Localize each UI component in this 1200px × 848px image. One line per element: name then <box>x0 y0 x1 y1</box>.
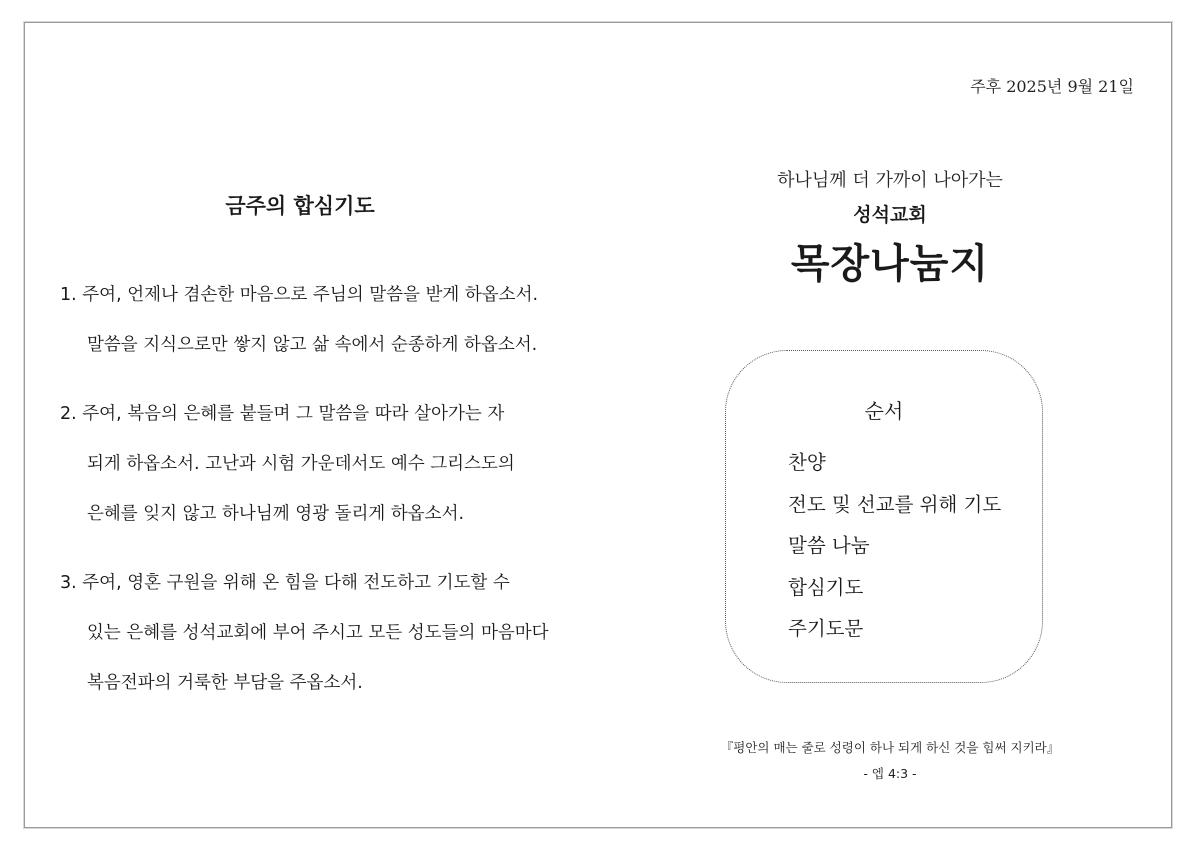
service-date: 주후 2025년 9월 21일 <box>970 77 1134 96</box>
order-item-word-sharing: 말씀 나눔 <box>788 534 870 557</box>
prayer-line: 되게 하옵소서. 고난과 시험 가운데서도 예수 그리스도의 <box>87 454 515 474</box>
prayer-item-3 <box>60 558 580 708</box>
prayer-list <box>60 270 580 708</box>
scripture-reference: - 엡 4:3 - <box>863 766 917 781</box>
tagline: 하나님께 더 가까이 나아가는 <box>777 170 1003 191</box>
prayer-line: 복음전파의 거룩한 부담을 주옵소서. <box>87 673 363 693</box>
scripture-verse: 『평안의 매는 줄로 성령이 하나 되게 하신 것을 힘써 지키라』 <box>720 740 1060 755</box>
prayer-title: 금주의 합심기도 <box>225 194 375 218</box>
order-item-praise: 찬양 <box>788 451 826 474</box>
prayer-line: 1. 주여, 언제나 겸손한 마음으로 주님의 말씀을 받게 하옵소서. <box>60 285 539 305</box>
order-item-mission-prayer: 전도 및 선교를 위해 기도 <box>788 492 1002 516</box>
prayer-line: 은혜를 잊지 않고 하나님께 영광 돌리게 하옵소서. <box>87 504 465 524</box>
bulletin-title: 목장나눔지 <box>790 241 990 287</box>
prayer-item-2 <box>60 389 580 539</box>
prayer-line: 말씀을 지식으로만 쌓지 않고 삶 속에서 순종하게 하옵소서. <box>87 335 538 355</box>
church-name: 성석교회 <box>853 204 927 226</box>
prayer-line: 있는 은혜를 성석교회에 부어 주시고 모든 성도들의 마음마다 <box>87 623 549 643</box>
order-box <box>725 350 1043 683</box>
prayer-line: 3. 주여, 영혼 구원을 위해 온 힘을 다해 전도하고 기도할 수 <box>60 573 510 593</box>
order-title: 순서 <box>864 399 904 423</box>
order-item-lords-prayer: 주기도문 <box>788 617 864 640</box>
prayer-item-1 <box>60 270 580 370</box>
order-list <box>788 447 1001 655</box>
prayer-section <box>60 190 580 727</box>
order-item-joint-prayer: 합심기도 <box>788 575 864 599</box>
prayer-line: 2. 주여, 복음의 은혜를 붙들며 그 말씀을 따라 살아가는 자 <box>60 404 505 424</box>
